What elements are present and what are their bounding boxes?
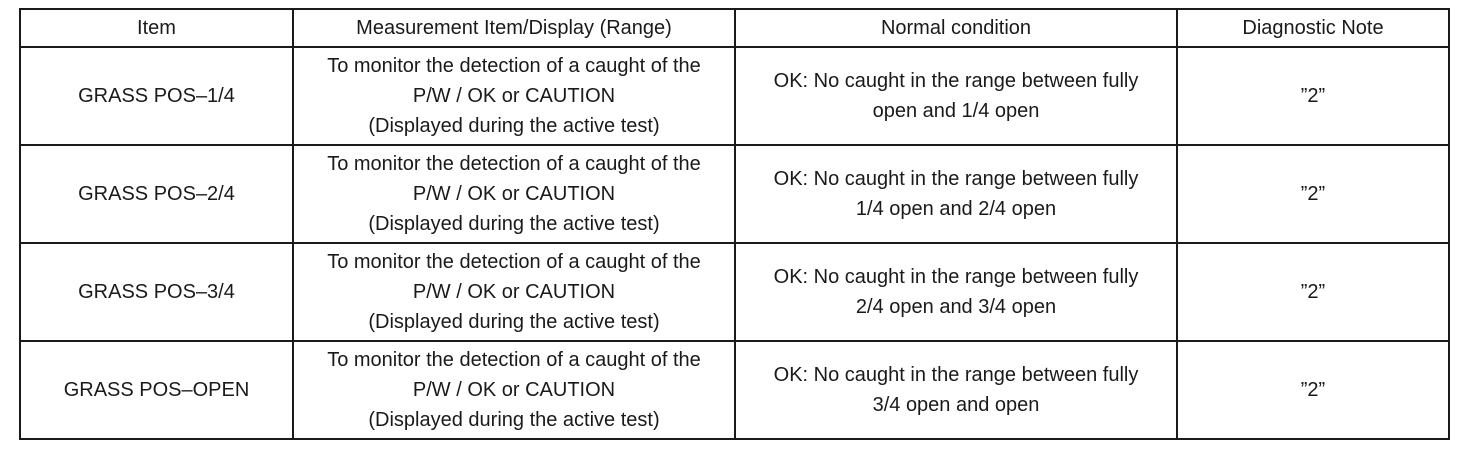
data-table-container bbox=[19, 8, 1448, 440]
diagnostic-table bbox=[19, 8, 1450, 440]
normal-line: OK: No caught in the range between fully bbox=[773, 266, 1139, 288]
header-diagnostic-note: Diagnostic Note bbox=[1177, 9, 1449, 47]
measurement-line: (Displayed during the active test) bbox=[368, 409, 660, 431]
cell-diagnostic-note: ”2” bbox=[1177, 145, 1449, 243]
measurement-line: (Displayed during the active test) bbox=[368, 115, 660, 137]
measurement-line: To monitor the detection of a caught of the bbox=[327, 55, 701, 77]
normal-line: OK: No caught in the range between fully bbox=[773, 364, 1139, 386]
cell-item: GRASS POS–3/4 bbox=[20, 243, 293, 341]
cell-item: GRASS POS–OPEN bbox=[20, 341, 293, 439]
cell-normal-condition bbox=[735, 341, 1177, 439]
normal-line: 2/4 open and 3/4 open bbox=[855, 296, 1057, 318]
cell-normal-condition bbox=[735, 243, 1177, 341]
cell-item: GRASS POS–1/4 bbox=[20, 47, 293, 145]
measurement-line: (Displayed during the active test) bbox=[368, 311, 660, 333]
header-row bbox=[20, 9, 1449, 47]
header-measurement: Measurement Item/Display (Range) bbox=[293, 9, 735, 47]
table-row bbox=[20, 145, 1449, 243]
measurement-line: To monitor the detection of a caught of the bbox=[327, 251, 701, 273]
header-item: Item bbox=[20, 9, 293, 47]
cell-diagnostic-note: ”2” bbox=[1177, 47, 1449, 145]
cell-measurement bbox=[293, 47, 735, 145]
normal-line: OK: No caught in the range between fully bbox=[773, 168, 1139, 190]
cell-measurement bbox=[293, 243, 735, 341]
cell-diagnostic-note: ”2” bbox=[1177, 341, 1449, 439]
measurement-line: P/W / OK or CAUTION bbox=[412, 183, 616, 205]
cell-measurement bbox=[293, 341, 735, 439]
cell-item: GRASS POS–2/4 bbox=[20, 145, 293, 243]
normal-line: 3/4 open and open bbox=[872, 394, 1040, 416]
measurement-line: P/W / OK or CAUTION bbox=[412, 281, 616, 303]
normal-line: open and 1/4 open bbox=[872, 100, 1040, 122]
measurement-line: To monitor the detection of a caught of the bbox=[327, 153, 701, 175]
cell-diagnostic-note: ”2” bbox=[1177, 243, 1449, 341]
normal-line: 1/4 open and 2/4 open bbox=[855, 198, 1057, 220]
cell-normal-condition bbox=[735, 47, 1177, 145]
table-row bbox=[20, 47, 1449, 145]
cell-measurement bbox=[293, 145, 735, 243]
measurement-line: To monitor the detection of a caught of the bbox=[327, 349, 701, 371]
table-row bbox=[20, 243, 1449, 341]
header-normal-condition: Normal condition bbox=[735, 9, 1177, 47]
measurement-line: P/W / OK or CAUTION bbox=[412, 85, 616, 107]
cell-normal-condition bbox=[735, 145, 1177, 243]
table-row bbox=[20, 341, 1449, 439]
measurement-line: (Displayed during the active test) bbox=[368, 213, 660, 235]
normal-line: OK: No caught in the range between fully bbox=[773, 70, 1139, 92]
measurement-line: P/W / OK or CAUTION bbox=[412, 379, 616, 401]
